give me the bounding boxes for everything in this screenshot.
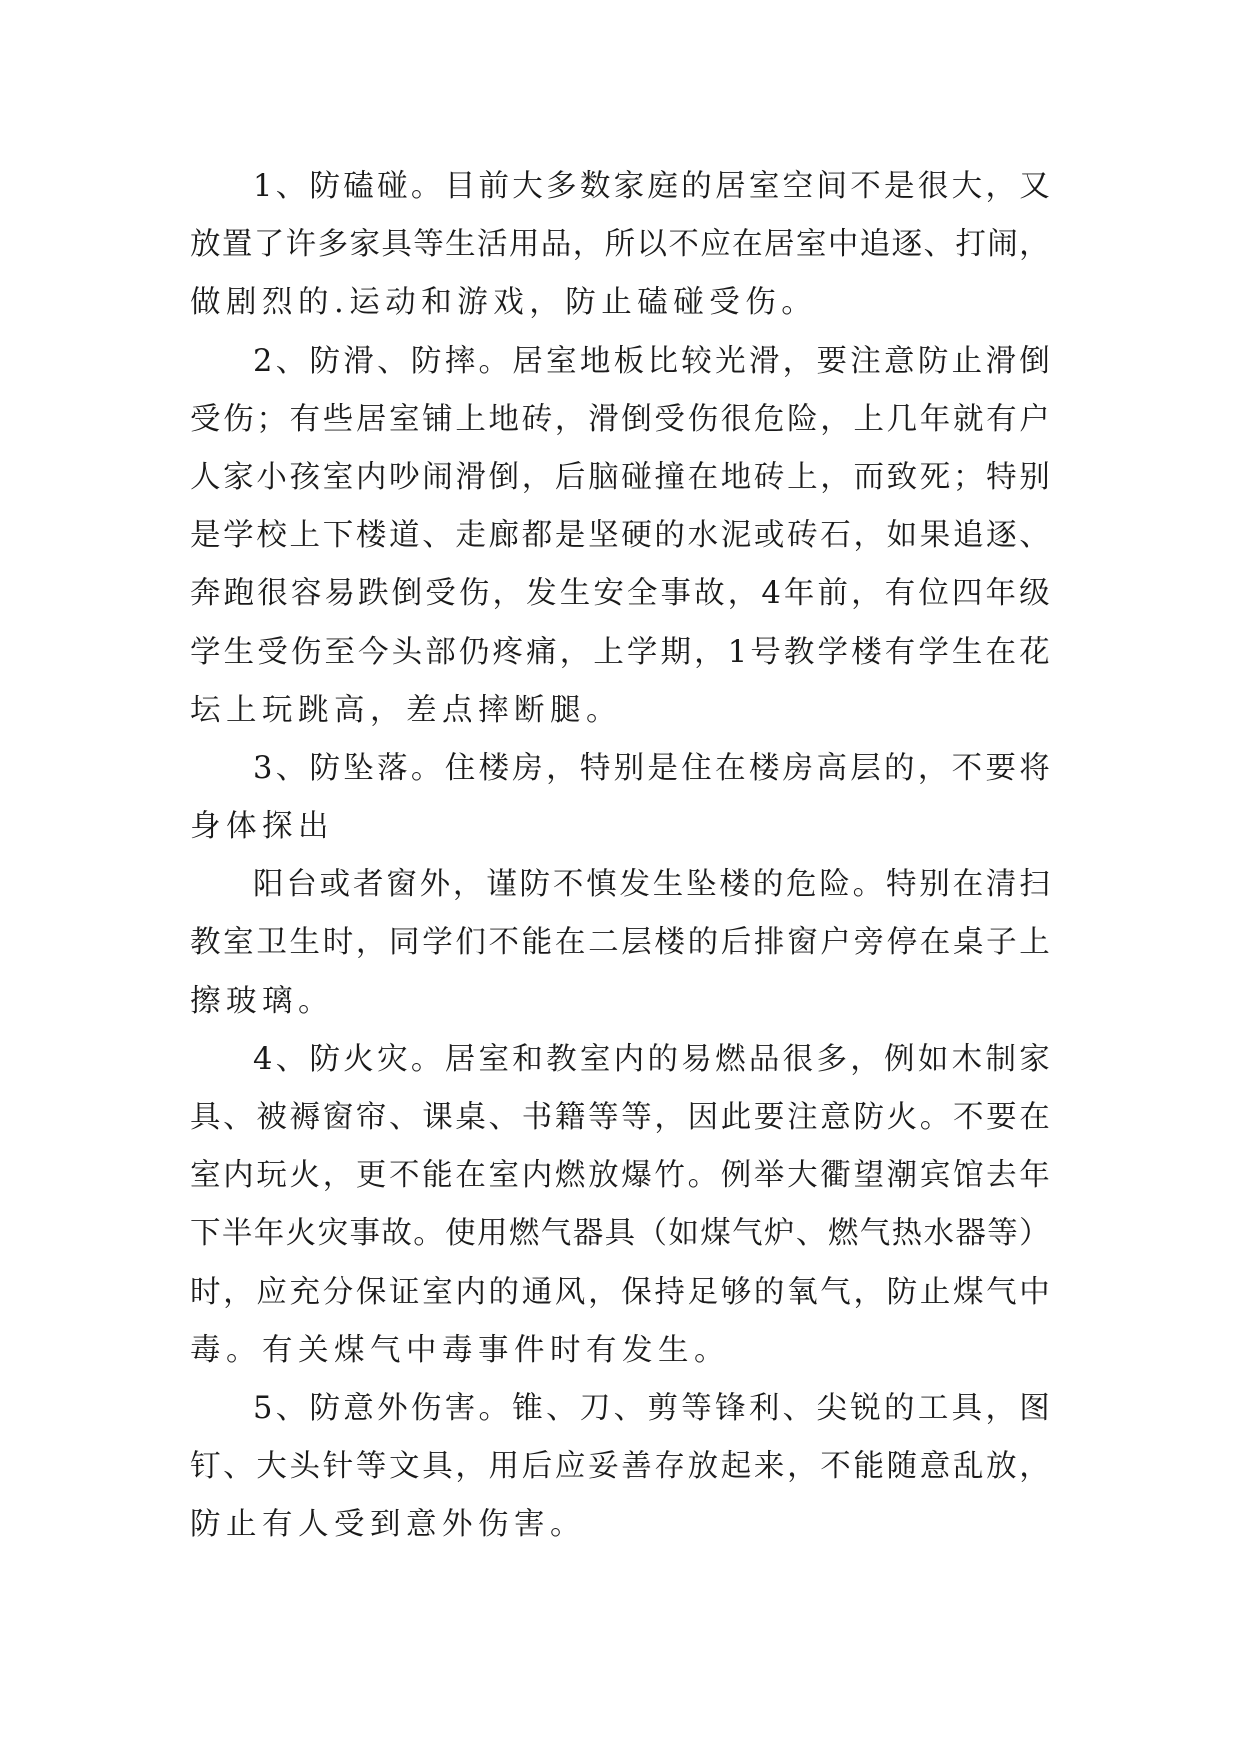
text-line: 下 半 年 火 灾 事 故 。 使 用 燃 气 器 具 （ 如 煤 气 炉 、 燃 气 热 水 器 等 ） (190, 1216, 1050, 1252)
text-line: 毒。有关煤气中毒事件时有发生。 (190, 1332, 730, 1368)
text-line: 5 、 防 意 外 伤 害 。 锥 、 刀 、 剪 等 锋 利 、 尖 锐 的 工 具 ， 图 (253, 1390, 1050, 1426)
text-line: 放 置 了 许 多 家 具 等 生 活 用 品 ， 所 以 不 应 在 居 室 中 追 逐 、 打 闹 ， (190, 227, 1050, 263)
document-body (190, 158, 1050, 1555)
text-line: 具 、 被 褥 窗 帘 、 课 桌 、 书 籍 等 等 ， 因 此 要 注 意 防 火 。 不 要 在 (190, 1100, 1050, 1135)
text-line: 受 伤 ； 有 些 居 室 铺 上 地 砖 ， 滑 倒 受 伤 很 危 险 ， 上 几 年 就 有 户 (190, 401, 1050, 437)
text-line: 擦玻璃。 (190, 983, 334, 1019)
text-line: 奔 跑 很 容 易 跌 倒 受 伤 ， 发 生 安 全 事 故 ， 4 年 前 ， 有 位 四 年 级 (190, 576, 1050, 612)
text-line: 钉 、 大 头 针 等 文 具 ， 用 后 应 妥 善 存 放 起 来 ， 不 能 随 意 乱 放 ， (190, 1449, 1050, 1485)
text-line: 教 室 卫 生 时 ， 同 学 们 不 能 在 二 层 楼 的 后 排 窗 户 旁 停 在 桌 子 上 (190, 925, 1050, 961)
text-line: 时 ， 应 充 分 保 证 室 内 的 通 风 ， 保 持 足 够 的 氧 气 ， 防 止 煤 气 中 (190, 1274, 1050, 1310)
text-line: 做剧烈的.运动和游戏，防止磕碰受伤。 (190, 285, 818, 321)
text-line: 学 生 受 伤 至 今 头 部 仍 疼 痛 ， 上 学 期 ， 1 号 教 学 楼 有 学 生 在 花 (190, 634, 1050, 670)
text-line: 是 学 校 上 下 楼 道 、 走 廊 都 是 坚 硬 的 水 泥 或 砖 石 ， 如 果 追 逐 、 (190, 518, 1050, 554)
text-line: 身体探出 (190, 809, 334, 845)
text-line: 1 、 防 磕 碰 。 目 前 大 多 数 家 庭 的 居 室 空 间 不 是 很 大 ， 又 (253, 169, 1050, 204)
text-line: 坛上玩跳高，差点摔断腿。 (190, 692, 622, 728)
text-line: 室 内 玩 火 ， 更 不 能 在 室 内 燃 放 爆 竹 。 例 举 大 衢 望 潮 宾 馆 去 年 (190, 1158, 1050, 1194)
text-line: 阳 台 或 者 窗 外 ， 谨 防 不 慎 发 生 坠 楼 的 危 险 。 特 别 在 清 扫 (253, 867, 1050, 903)
text-line: 4 、 防 火 灾 。 居 室 和 教 室 内 的 易 燃 品 很 多 ， 例 如 木 制 家 (253, 1041, 1050, 1077)
text-line: 3 、 防 坠 落 。 住 楼 房 ， 特 别 是 住 在 楼 房 高 层 的 ， 不 要 将 (253, 750, 1050, 786)
text-line: 人 家 小 孩 室 内 吵 闹 滑 倒 ， 后 脑 碰 撞 在 地 砖 上 ， 而 致 死 ； 特 别 (190, 459, 1050, 495)
text-line: 2 、 防 滑 、 防 摔 。 居 室 地 板 比 较 光 滑 ， 要 注 意 防 止 滑 倒 (253, 343, 1050, 379)
text-line: 防止有人受到意外伤害。 (190, 1507, 586, 1543)
